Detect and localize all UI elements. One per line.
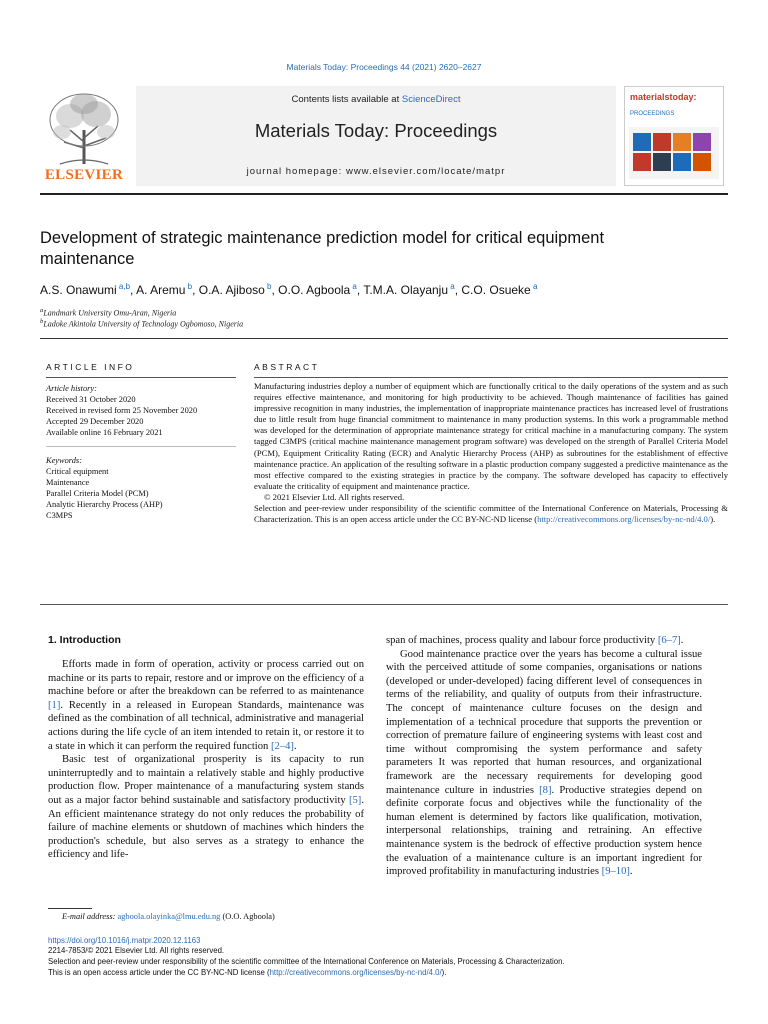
footnote-divider (48, 908, 92, 909)
citation-link[interactable]: [2–4] (270, 740, 294, 752)
footer-open-access (48, 968, 446, 977)
corresponding-email (62, 912, 275, 921)
email-label: E-mail address: (62, 912, 118, 921)
abstract-copyright: © 2021 Elsevier Ltd. All rights reserved. (264, 491, 405, 502)
abstract-paragraph: Manufacturing industries deploy a number of equipment which are functionally critical to the daily operations of the system and as such requires effective maintenance, and monitoring for high productivity to be achieved. Though maintenance of facilities has gained impressive recognition in many industries, the implementation of inappropriate maintenance practices has increased level of frustrations due to little result from huge financial commitment to maintenance in many production systems. In this work a programmable method was developed for the determination of appropriate maintenance strategy for critical machine in a manufacturing company. The system tagged C3MPS (critical machine maintenance management program software) was developed on the strength of Parallel Criteria Model (PCM), Equipment Criticality Rating (ECR) and Analytic Hierarchy Process (AHP) as subroutines for the establishment of effective maintenance practice. An application of the resulting software in a plastic production company suggested a predictive maintenance as the most effective compared to the existing strategies in practice by the company. The software developed has capacity to effectively evaluate the criticality of equipment and maintenance practice. (254, 381, 728, 491)
cover-title: materialstoday: (630, 92, 697, 102)
author-affiliation-mark[interactable]: b (264, 282, 272, 291)
paragraph-continued (386, 634, 702, 648)
footer-license-link[interactable]: http://creativecommons.org/licenses/by-nc-nd/4.0/ (269, 968, 442, 977)
body-column-right (386, 634, 702, 879)
header-divider (40, 193, 728, 195)
body-column-left (48, 658, 364, 862)
article-info-heading: ARTICLE INFO (46, 362, 135, 372)
abstract-selection (254, 503, 728, 525)
author-separator: , (356, 283, 364, 297)
citation-link[interactable]: [9–10] (601, 866, 630, 878)
author-affiliation-mark[interactable]: a (530, 282, 538, 291)
journal-citation[interactable]: Materials Today: Proceedings 44 (2021) 2620–2627 (286, 62, 482, 72)
keyword-item: C3MPS (46, 511, 73, 520)
doi-link[interactable]: https://doi.org/10.1016/j.matpr.2020.12.1163 (48, 936, 201, 945)
license-link[interactable]: http://creativecommons.org/licenses/by-nc-nd/4.0/ (537, 514, 711, 525)
affiliation-text: Ladoke Akintola University of Technology Ogbomoso, Nigeria (43, 319, 244, 329)
author-name: A. Aremu (136, 283, 186, 297)
email-link[interactable]: agboola.olayinka@lmu.edu.ng (117, 912, 221, 921)
citation-link[interactable]: [8] (539, 784, 552, 796)
affiliation-mark: a (40, 307, 44, 314)
abstract-bottom-divider (40, 604, 728, 605)
author-separator: , (271, 283, 279, 297)
publisher-wordmark: ELSEVIER (44, 167, 124, 183)
paragraph-text: Basic test of organizational prosperity is its capacity to run uninterruptedly and to maintain a relatively stable and highly productive production flow. Proper maintenance of a manufacturing system stands out as a major factor behind sustainable and satisfactory productivity (48, 754, 364, 806)
paragraph-text: . (680, 635, 684, 646)
author-affiliation-mark[interactable]: b (185, 282, 193, 291)
citation-link[interactable]: [6–7] (657, 635, 681, 646)
history-revised: Received in revised form 25 November 2020 (46, 406, 198, 415)
affiliation-text: Landmark University Omu-Aran, Nigeria (43, 308, 177, 318)
contents-prefix: Contents lists available at (291, 94, 402, 105)
email-name: (O.O. Agboola) (220, 912, 275, 921)
sciencedirect-link[interactable]: ScienceDirect (401, 94, 461, 105)
author-name: O.A. Ajiboso (198, 283, 265, 297)
keyword-item: Maintenance (46, 478, 90, 487)
abstract-rule (254, 377, 728, 378)
footer-selection: Selection and peer-review under responsibility of the scientific committee of the International Conference on Materials, Processing & Characterization. (48, 957, 565, 966)
keywords-label: Keywords: (46, 456, 82, 465)
keywords-rule (46, 446, 236, 447)
author-separator: , (192, 283, 199, 297)
author-separator: , (130, 283, 137, 297)
journal-homepage-line (136, 166, 616, 177)
paragraph-text: . Recently in a released in European Standards, maintenance was defined as the combination of all technical, administrative and managerial actions during the life cycle of an item intended to retain it, or restore it to a state in which it can perform the required function (48, 699, 364, 752)
contents-line (136, 94, 616, 105)
paragraph (386, 648, 702, 879)
paragraph-text: . (629, 866, 633, 878)
author-affiliation-mark[interactable]: a (448, 282, 455, 291)
oa-suffix: ). (441, 968, 447, 977)
history-label: Article history: (46, 384, 97, 393)
paragraph (48, 658, 364, 753)
paragraph-text: Efforts made in form of operation, activity or process carried out on machine or its parts to repair, restore and or improve on the efficiency of a machine before or after the breakdown can be referred to as maintenance (48, 659, 364, 698)
affiliation-a (40, 307, 176, 318)
history-received: Received 31 October 2020 (46, 395, 136, 404)
author-list (40, 282, 728, 297)
paper-title: Development of strategic maintenance prediction model for critical equipment maintenance (40, 229, 605, 268)
history-accepted: Accepted 29 December 2020 (46, 417, 144, 426)
journal-title: Materials Today: Proceedings (254, 120, 498, 141)
issn-line: 2214-7853/© 2021 Elsevier Ltd. All rights reserved. (48, 946, 225, 955)
author-separator: , (454, 283, 462, 297)
author-affiliation-mark[interactable]: a (350, 282, 357, 291)
article-info-rule (46, 377, 236, 378)
author-name: T.M.A. Olayanju (363, 283, 449, 297)
author-affiliation-mark[interactable]: a,b (116, 282, 131, 291)
affiliation-b (40, 318, 243, 329)
abstract-body (254, 381, 728, 525)
selection-end: ). (710, 514, 716, 525)
section-heading-introduction: 1. Introduction (48, 634, 121, 646)
keyword-item: Analytic Hierarchy Process (AHP) (46, 500, 163, 509)
history-online: Available online 16 February 2021 (46, 428, 163, 437)
abstract-heading: ABSTRACT (254, 362, 320, 372)
paragraph (48, 753, 364, 862)
citation-link[interactable]: [1] (48, 699, 61, 711)
cover-subtitle: PROCEEDINGS (630, 111, 675, 117)
paragraph-text: span of machines, process quality and labour force productivity (386, 635, 658, 646)
keyword-item: Critical equipment (46, 467, 109, 476)
author-name: A.S. Onawumi (40, 283, 117, 297)
citation-link[interactable]: [5] (348, 794, 362, 806)
keyword-item: Parallel Criteria Model (PCM) (46, 489, 149, 498)
selection-text: Selection and peer-review under responsibility of the scientific committee of the International Conference on Materials, Processing & Characterization. This is an open access article under the CC BY-NC-ND license ( (254, 503, 728, 525)
author-name: O.O. Agboola (278, 283, 351, 297)
homepage-prefix: journal homepage: (246, 166, 346, 177)
paragraph-text: Good maintenance practice over the years has become a cultural issue with the perceived attitude of some companies, organisations or nations (developed or under-developed) facing different level of consequences in terms of the reliability, and quality of outputs from their infrastructure. The concept of maintenance culture focuses on the design and implementation of a technical procedure that supports the prevention or correction of premature failure of engineering systems with least cost and time without compromising the system performance and safety parameters It was reported that human resources, and organizational framework are the necessary requirements for developing good maintenance culture in industries (386, 648, 702, 796)
affiliation-mark: b (40, 318, 44, 325)
affiliation-divider (40, 338, 728, 339)
oa-prefix: This is an open access article under the CC BY-NC-ND license ( (48, 968, 270, 977)
homepage-url[interactable]: www.elsevier.com/locate/matpr (345, 166, 506, 177)
paragraph-text: . Productive strategies depend on definite corporate focus and objectives while the functionality of the human element is determined by factors like qualification, motivation, interpersonal relationships, training and retraining. An effective maintenance system is the bedrock of effective production system hence the evaluation of a maintenance culture is an important ingredient for improved profitability in manufacturing industries (386, 784, 702, 878)
author-name: C.O. Osueke (461, 283, 531, 297)
paragraph-text: . (293, 740, 297, 752)
paragraph-text: . An efficient maintenance strategy do not only reduces the probability of failure of machine elements or shutdown of machines which hinders the production's schedule, but also serves as a strategy to enhance the efficiency and life- (48, 794, 364, 861)
